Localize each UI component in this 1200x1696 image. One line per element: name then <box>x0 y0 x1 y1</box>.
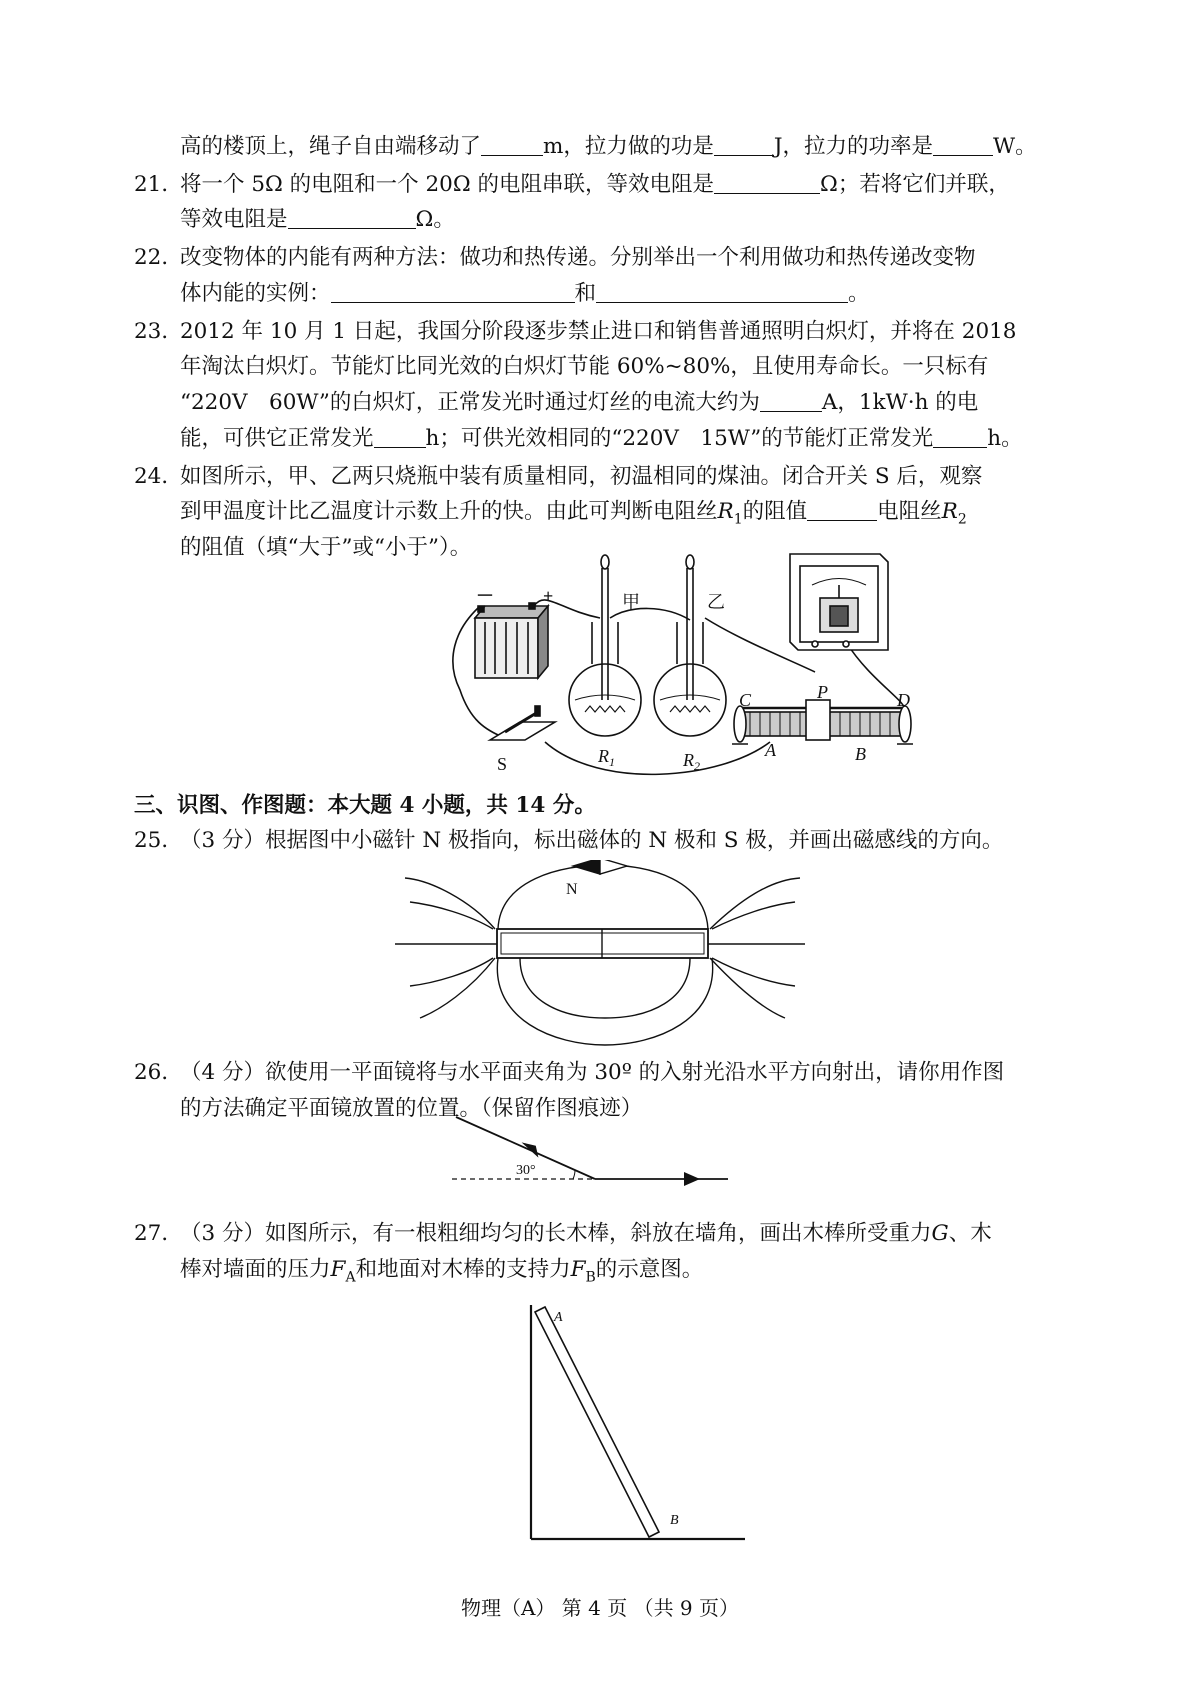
q24-r1-subscript: 1 <box>733 511 743 528</box>
q24-text-3: 的阻值（填“大于”或“小于”）。 <box>180 535 472 560</box>
q24-text-2b: 的阻值 <box>742 499 808 524</box>
q27-fa-subscript: A <box>345 1269 356 1286</box>
point-a-label: A <box>554 1310 563 1325</box>
q22-blank-work-example[interactable] <box>331 280 575 303</box>
q23-text-3b: A，1kW·h 的电 <box>821 390 979 415</box>
q23-blank-current[interactable] <box>760 389 822 412</box>
q27-text-2a: 棒对墙面的压力 <box>180 1257 331 1282</box>
q27-text-2b: 和地面对木棒的支持力 <box>355 1257 571 1282</box>
q27-fb-symbol: F <box>570 1257 586 1282</box>
q20-text-d: W。 <box>993 134 1037 159</box>
q23-number: 23． <box>134 319 183 344</box>
q24-circuit-figure <box>440 540 920 790</box>
needle-n-label: N <box>566 881 578 898</box>
q27-fb-subscript: B <box>585 1269 596 1286</box>
q24-text-2a: 到甲温度计比乙温度计示数上升的快。由此可判断电阻丝 <box>180 499 718 524</box>
thermometer-yi <box>686 555 694 700</box>
q23-text-2: 年淘汰白炽灯。节能灯比同光效的白炽灯节能 60%~80%，且使用寿命长。一只标有 <box>180 354 989 379</box>
battery-plus-label: + <box>543 586 554 606</box>
label-d: D <box>897 690 910 710</box>
q21-line1 <box>134 170 1010 200</box>
label-p: P <box>817 682 828 702</box>
q26-line1 <box>134 1058 1004 1088</box>
q25-text: （3 分）根据图中小磁针 N 极指向，标出磁体的 N 极和 S 极，并画出磁感线的方向。 <box>180 828 1004 853</box>
rheostat <box>732 700 913 744</box>
q24-text-1: 如图所示，甲、乙两只烧瓶中装有质量相同，初温相同的煤油。闭合开关 S 后，观察 <box>180 464 983 489</box>
q21-number: 21． <box>134 172 183 197</box>
ammeter <box>790 554 888 650</box>
q23-text-1: 2012 年 10 月 1 日起，我国分阶段逐步禁止进口和销售普通照明白炽灯，并将在 2018 <box>180 319 1017 344</box>
flask-jia <box>569 622 641 736</box>
q27-text-1b: 、木 <box>948 1221 992 1246</box>
q21-blank-parallel[interactable] <box>288 206 416 229</box>
q27-number: 27． <box>134 1221 183 1246</box>
q27-fa-symbol: F <box>330 1257 346 1282</box>
label-jia: 甲 <box>622 592 640 612</box>
compass-needle-n <box>573 860 600 874</box>
q20-text-a: 高的楼顶上，绳子自由端移动了 <box>180 134 482 159</box>
q22-text-2b: 和 <box>574 281 597 306</box>
q23-line2 <box>180 352 988 382</box>
label-yi: 乙 <box>707 592 725 612</box>
q24-text-2c: 电阻丝 <box>877 499 942 524</box>
q25-line1 <box>134 826 1003 856</box>
q24-line1 <box>134 462 982 492</box>
incident-arrow <box>522 1142 539 1159</box>
q24-number: 24． <box>134 464 183 489</box>
q26-text-2: 的方法确定平面镜放置的位置。（保留作图痕迹） <box>180 1096 643 1121</box>
wooden-stick <box>535 1307 659 1537</box>
q20-blank-work[interactable] <box>714 133 774 156</box>
q27-line1 <box>134 1219 992 1249</box>
q23-blank-hours-cfl[interactable] <box>933 425 987 448</box>
q23-text-4c: h。 <box>987 426 1023 451</box>
q22-text-1: 改变物体的内能有两种方法：做功和热传递。分别举出一个利用做功和热传递改变物 <box>180 245 976 270</box>
compass-needle-s <box>600 860 627 874</box>
label-c: C <box>739 690 752 710</box>
battery <box>475 603 548 678</box>
q21-text-a: 将一个 5Ω 的电阻和一个 20Ω 的电阻串联，等效电阻是 <box>180 172 715 197</box>
q23-line3 <box>180 388 978 418</box>
q24-line3 <box>180 533 471 563</box>
q26-number: 26． <box>134 1060 183 1085</box>
q26-light-figure <box>440 1110 740 1190</box>
q21-line2 <box>180 205 455 235</box>
q26-text-1: （4 分）欲使用一平面镜将与水平面夹角为 30º 的入射光沿水平方向射出，请你用作图 <box>180 1060 1005 1085</box>
label-a: A <box>765 740 776 760</box>
label-b: B <box>855 744 866 764</box>
q27-stick-figure <box>520 1300 750 1550</box>
q24-r2-symbol: R <box>941 499 958 524</box>
q21-blank-series[interactable] <box>714 171 820 194</box>
q20-line1 <box>180 132 1037 162</box>
q27-line2 <box>180 1255 703 1292</box>
q20-text-c: J，拉力的功率是 <box>773 134 934 159</box>
wire-switch-rheostat <box>545 742 770 774</box>
q22-blank-heat-example[interactable] <box>596 280 848 303</box>
switch-s <box>490 706 555 740</box>
q24-line2 <box>180 497 967 534</box>
q23-line1 <box>134 317 1016 347</box>
q22-text-2a: 体内能的实例： <box>180 281 331 306</box>
q22-line1 <box>134 243 976 273</box>
q23-line4 <box>180 424 1023 454</box>
q22-line2 <box>180 279 870 309</box>
q24-blank-compare[interactable] <box>807 498 877 521</box>
q23-text-3a: “220V 60W”的白炽灯，正常发光时通过灯丝的电流大约为 <box>180 390 760 415</box>
q27-text-2c: 的示意图。 <box>595 1257 704 1282</box>
q27-g-symbol: G <box>931 1221 949 1246</box>
q20-blank-power[interactable] <box>933 133 993 156</box>
q21-text-c: 等效电阻是 <box>180 207 288 232</box>
q24-r1-symbol: R <box>717 499 734 524</box>
q20-text-b: m，拉力做的功是 <box>543 134 714 159</box>
battery-minus-label: － <box>476 586 494 606</box>
q22-number: 22． <box>134 245 183 270</box>
q27-text-1a: （3 分）如图所示，有一根粗细均匀的长木棒，斜放在墙角，画出木棒所受重力 <box>180 1221 932 1246</box>
point-b-label: B <box>670 1513 679 1528</box>
q23-text-4a: 能，可供它正常发光 <box>180 426 374 451</box>
label-s: S <box>497 754 508 774</box>
label-r1: $R_1$ <box>598 746 615 769</box>
angle-label: 30° <box>516 1163 536 1178</box>
q25-magnet-figure <box>390 860 810 1050</box>
q24-r2-subscript: 2 <box>957 511 967 528</box>
section3-heading: 三、识图、作图题：本大题 4 小题，共 14 分。 <box>134 793 596 818</box>
q23-blank-hours-incandescent[interactable] <box>374 425 426 448</box>
flask-yi <box>654 622 726 736</box>
q21-text-b: Ω；若将它们并联， <box>820 172 1010 197</box>
reflected-arrow <box>684 1172 700 1186</box>
q22-text-2c: 。 <box>848 281 870 306</box>
page-footer: 物理（A） 第 4 页 （共 9 页） <box>460 1596 740 1620</box>
q21-text-d: Ω。 <box>415 207 455 232</box>
thermometer-jia <box>601 555 609 700</box>
label-r2: $R_2$ <box>683 750 700 773</box>
q20-blank-distance[interactable] <box>481 133 543 156</box>
q23-text-4b: h；可供光效相同的“220V 15W”的节能灯正常发光 <box>425 426 934 451</box>
q25-number: 25． <box>134 828 183 853</box>
